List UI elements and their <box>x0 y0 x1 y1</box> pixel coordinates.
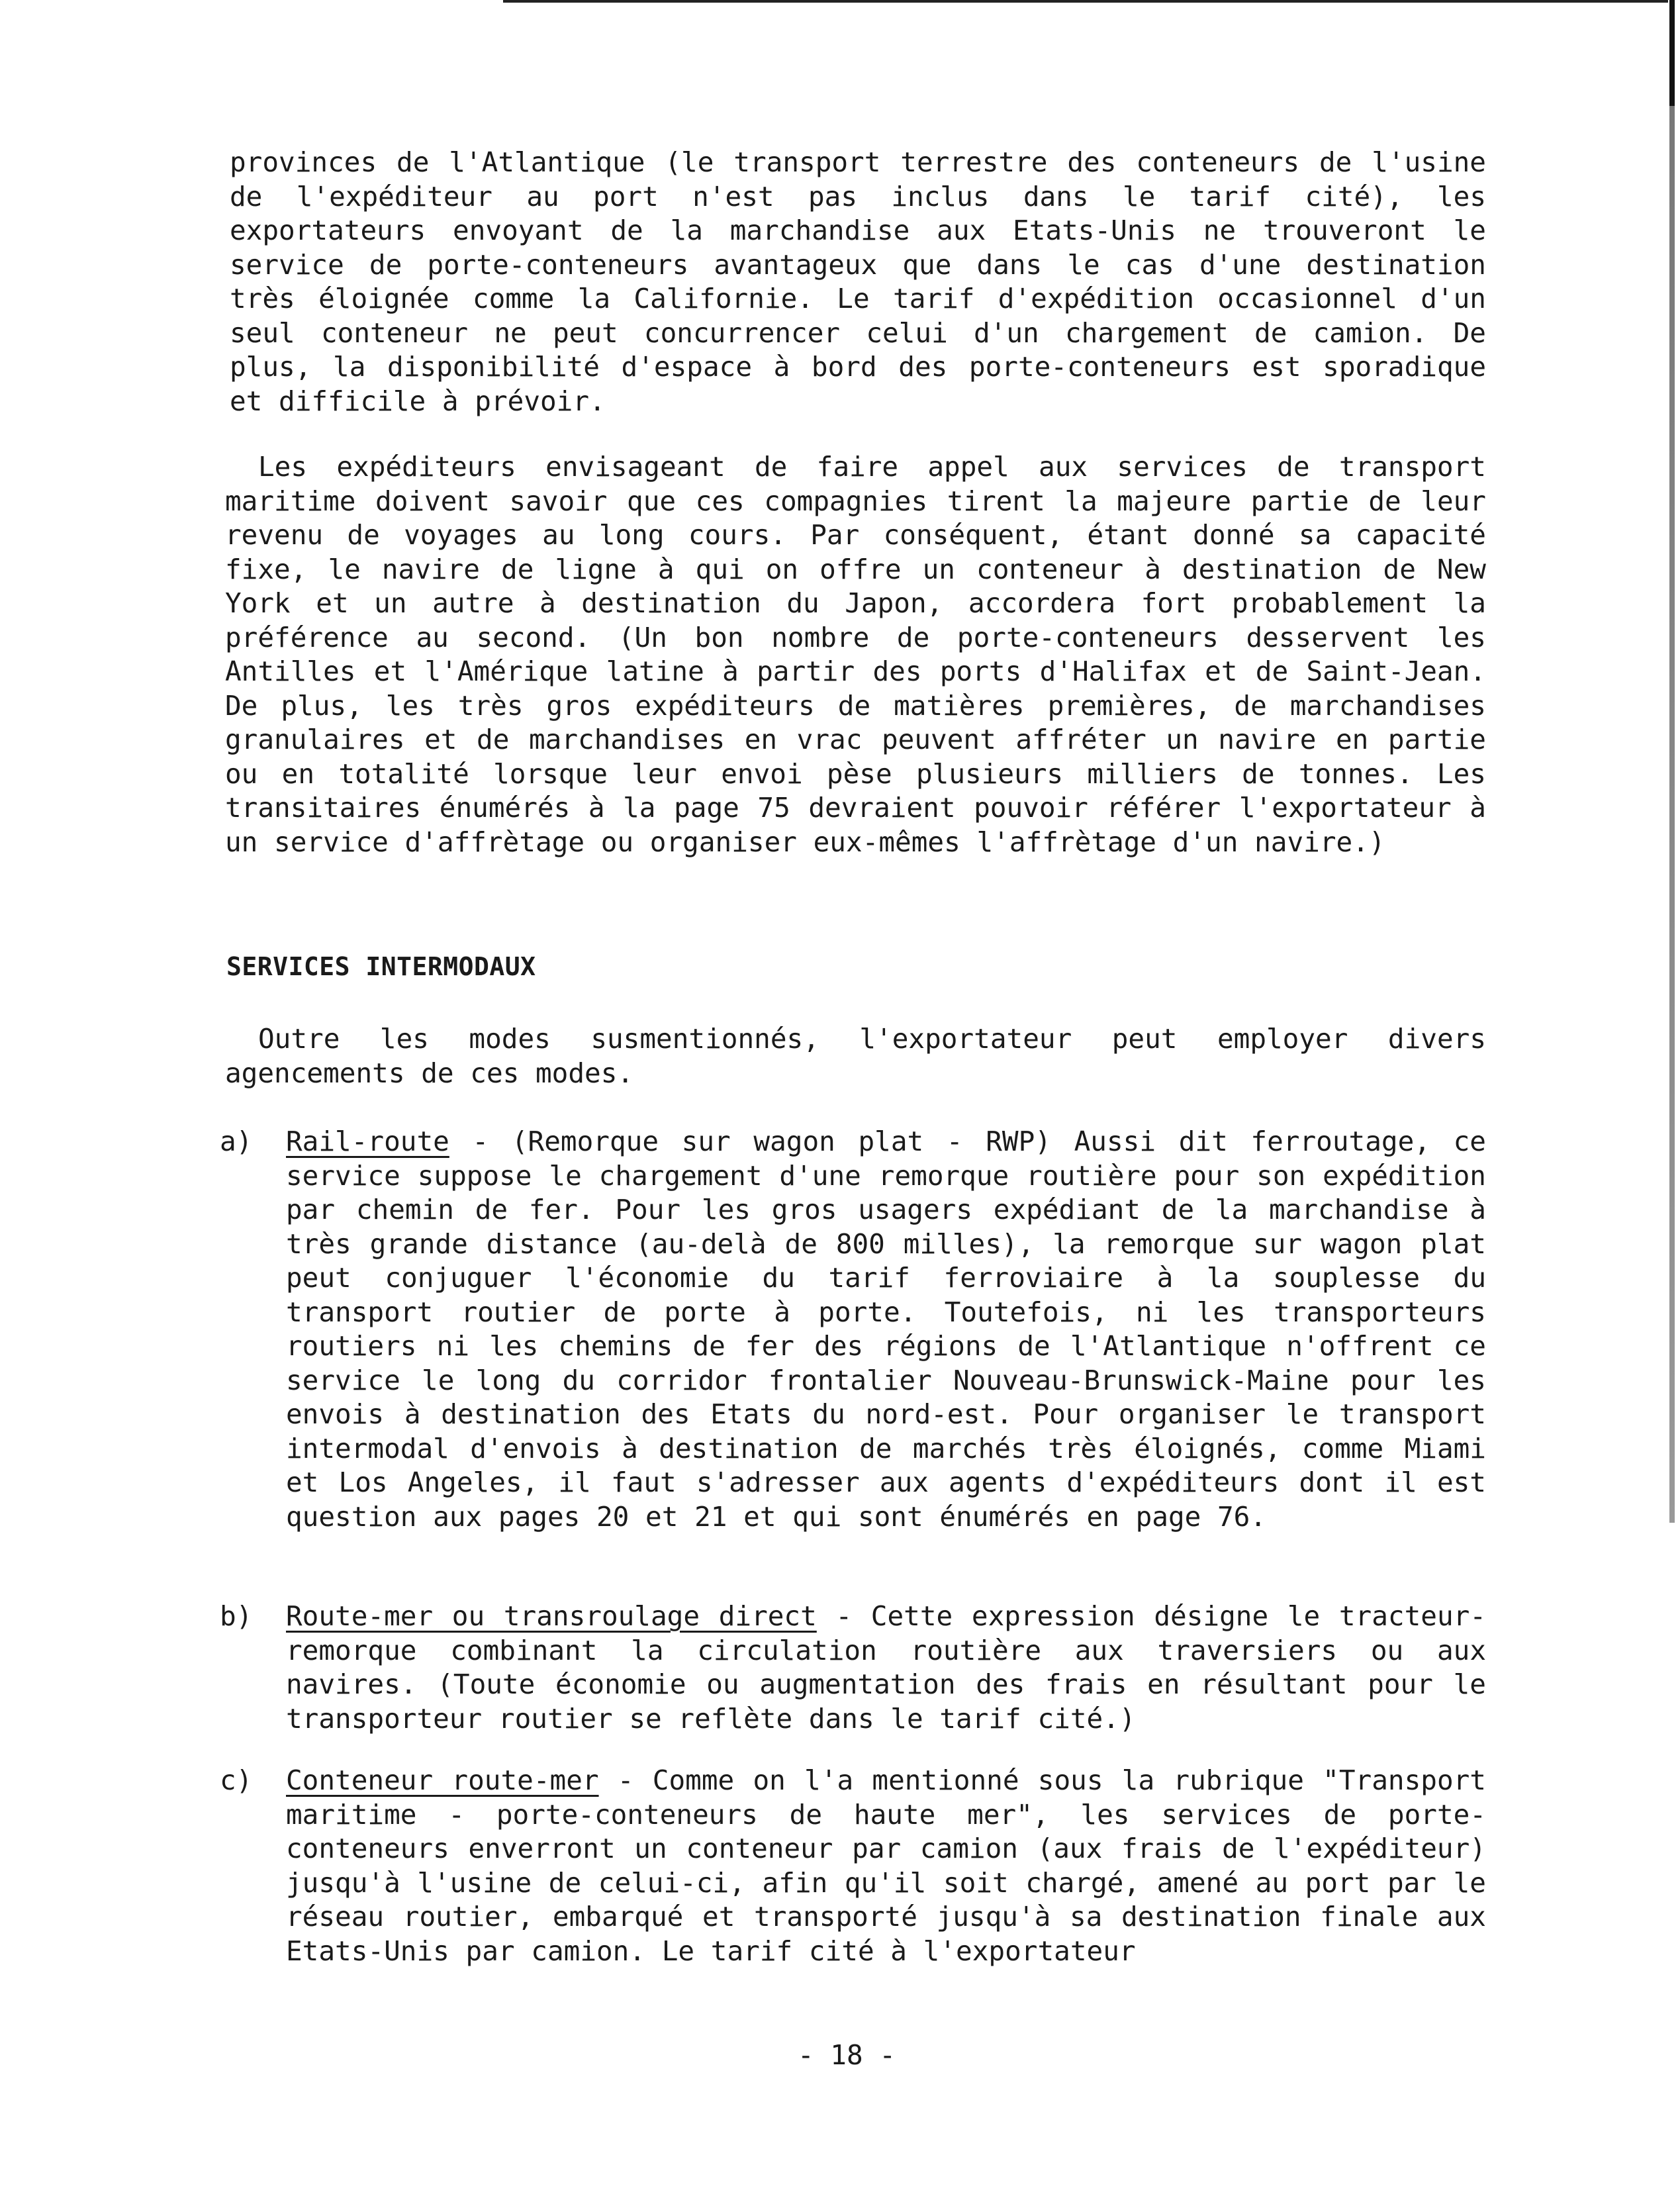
list-item-text: - Cette expression désigne le tracteur-remorque combinant la circulation routière aux traversiers ou aux navires. (Toute économie ou augmentation des frais en résultant pour le transporteur routier se reflète dans le tarif cité.) <box>286 1600 1486 1735</box>
list-item-conteneur-route-mer <box>220 1764 1486 1968</box>
paragraph-maritime-services: Les expéditeurs envisageant de faire appel aux services de transport maritime doivent savoir que ces compagnies tirent la majeure partie de leur revenu de voyages au long cours. Par conséquent, étant donné sa capacité fixe, le navire de ligne à qui on offre un conteneur à destination de New York et un autre à destination du Japon, accordera fort probablement la préférence au second. (Un bon nombre de porte-conteneurs desservent les Antilles et l'Amérique latine à partir des ports d'Halifax et de Saint-Jean. De plus, les très gros expéditeurs de matières premières, de marchandises granulaires et de marchandises en vrac peuvent affréter un navire en partie ou en totalité lorsque leur envoi pèse plusieurs milliers de tonnes. Les transitaires énumérés à la page 75 devraient pouvoir référer l'exportateur à un service d'affrètage ou organiser eux-mêmes l'affrètage d'un navire.) <box>225 451 1486 858</box>
list-item-rail-route <box>220 1125 1486 1534</box>
section-heading: SERVICES INTERMODAUX <box>226 952 536 981</box>
right-edge-rule <box>1669 0 1675 1523</box>
list-item-title: Rail-route <box>286 1126 449 1157</box>
list-item-title: Route-mer ou transroulage direct <box>286 1600 817 1632</box>
list-marker: b) <box>220 1600 253 1632</box>
list-item-title: Conteneur route-mer <box>286 1764 599 1796</box>
paragraph-intermodal-intro: Outre les modes susmentionnés, l'exportateur peut employer divers agencements de ces modes. <box>225 1023 1486 1089</box>
list-marker: a) <box>220 1126 253 1157</box>
list-item-route-mer <box>220 1600 1486 1736</box>
list-item-text: - Comme on l'a mentionné sous la rubrique "Transport maritime - porte-conteneurs de haute mer", les services de porte-conteneurs enverront un conteneur par camion (aux frais de l'expéditeur) jusqu'à l'usine de celui-ci, afin qu'il soit chargé, amené au port par le réseau routier, embarqué et transporté jusqu'à sa destination finale aux Etats-Unis par camion. Le tarif cité à l'exportateur <box>286 1764 1486 1967</box>
page-number: - 18 - <box>797 2039 896 2071</box>
list-item-text: - (Remorque sur wagon plat - RWP) Aussi dit ferroutage, ce service suppose le chargement d'une remorque routière pour son expédition par chemin de fer. Pour les gros usagers expédiant de la marchandise à très grande distance (au-delà de 800 milles), la remorque sur wagon plat peut conjuguer l'économie du tarif ferroviaire à la souplesse du transport routier de porte à porte. Toutefois, ni les transporteurs routiers ni les chemins de fer des régions de l'Atlantique n'offrent ce service le long du corridor frontalier Nouveau-Brunswick-Maine pour les envois à destination des Etats du nord-est. Pour organiser le transport intermodal d'envois à destination de marchés très éloignés, comme Miami et Los Angeles, il faut s'adresser aux agents d'expéditeurs dont il est question aux pages 20 et 21 et qui sont énumérés en page 76. <box>286 1126 1486 1533</box>
paragraph-continuation: provinces de l'Atlantique (le transport terrestre des conteneurs de l'usine de l'expéditeur au port n'est pas inclus dans le tarif cité), les exportateurs envoyant de la marchandise aux Etats-Unis ne trouveront le service de porte-conteneurs avantageux que dans le cas d'une destination très éloignée comme la Californie. Le tarif d'expédition occasionnel d'un seul conteneur ne peut concurrencer celui d'un chargement de camion. De plus, la disponibilité d'espace à bord des porte-conteneurs est sporadique et difficile à prévoir. <box>230 146 1486 417</box>
list-item-body <box>286 1125 1486 1534</box>
list-item-body <box>286 1600 1486 1736</box>
list-marker: c) <box>220 1764 253 1796</box>
list-item-body <box>286 1764 1486 1968</box>
top-edge-rule <box>503 0 1668 3</box>
